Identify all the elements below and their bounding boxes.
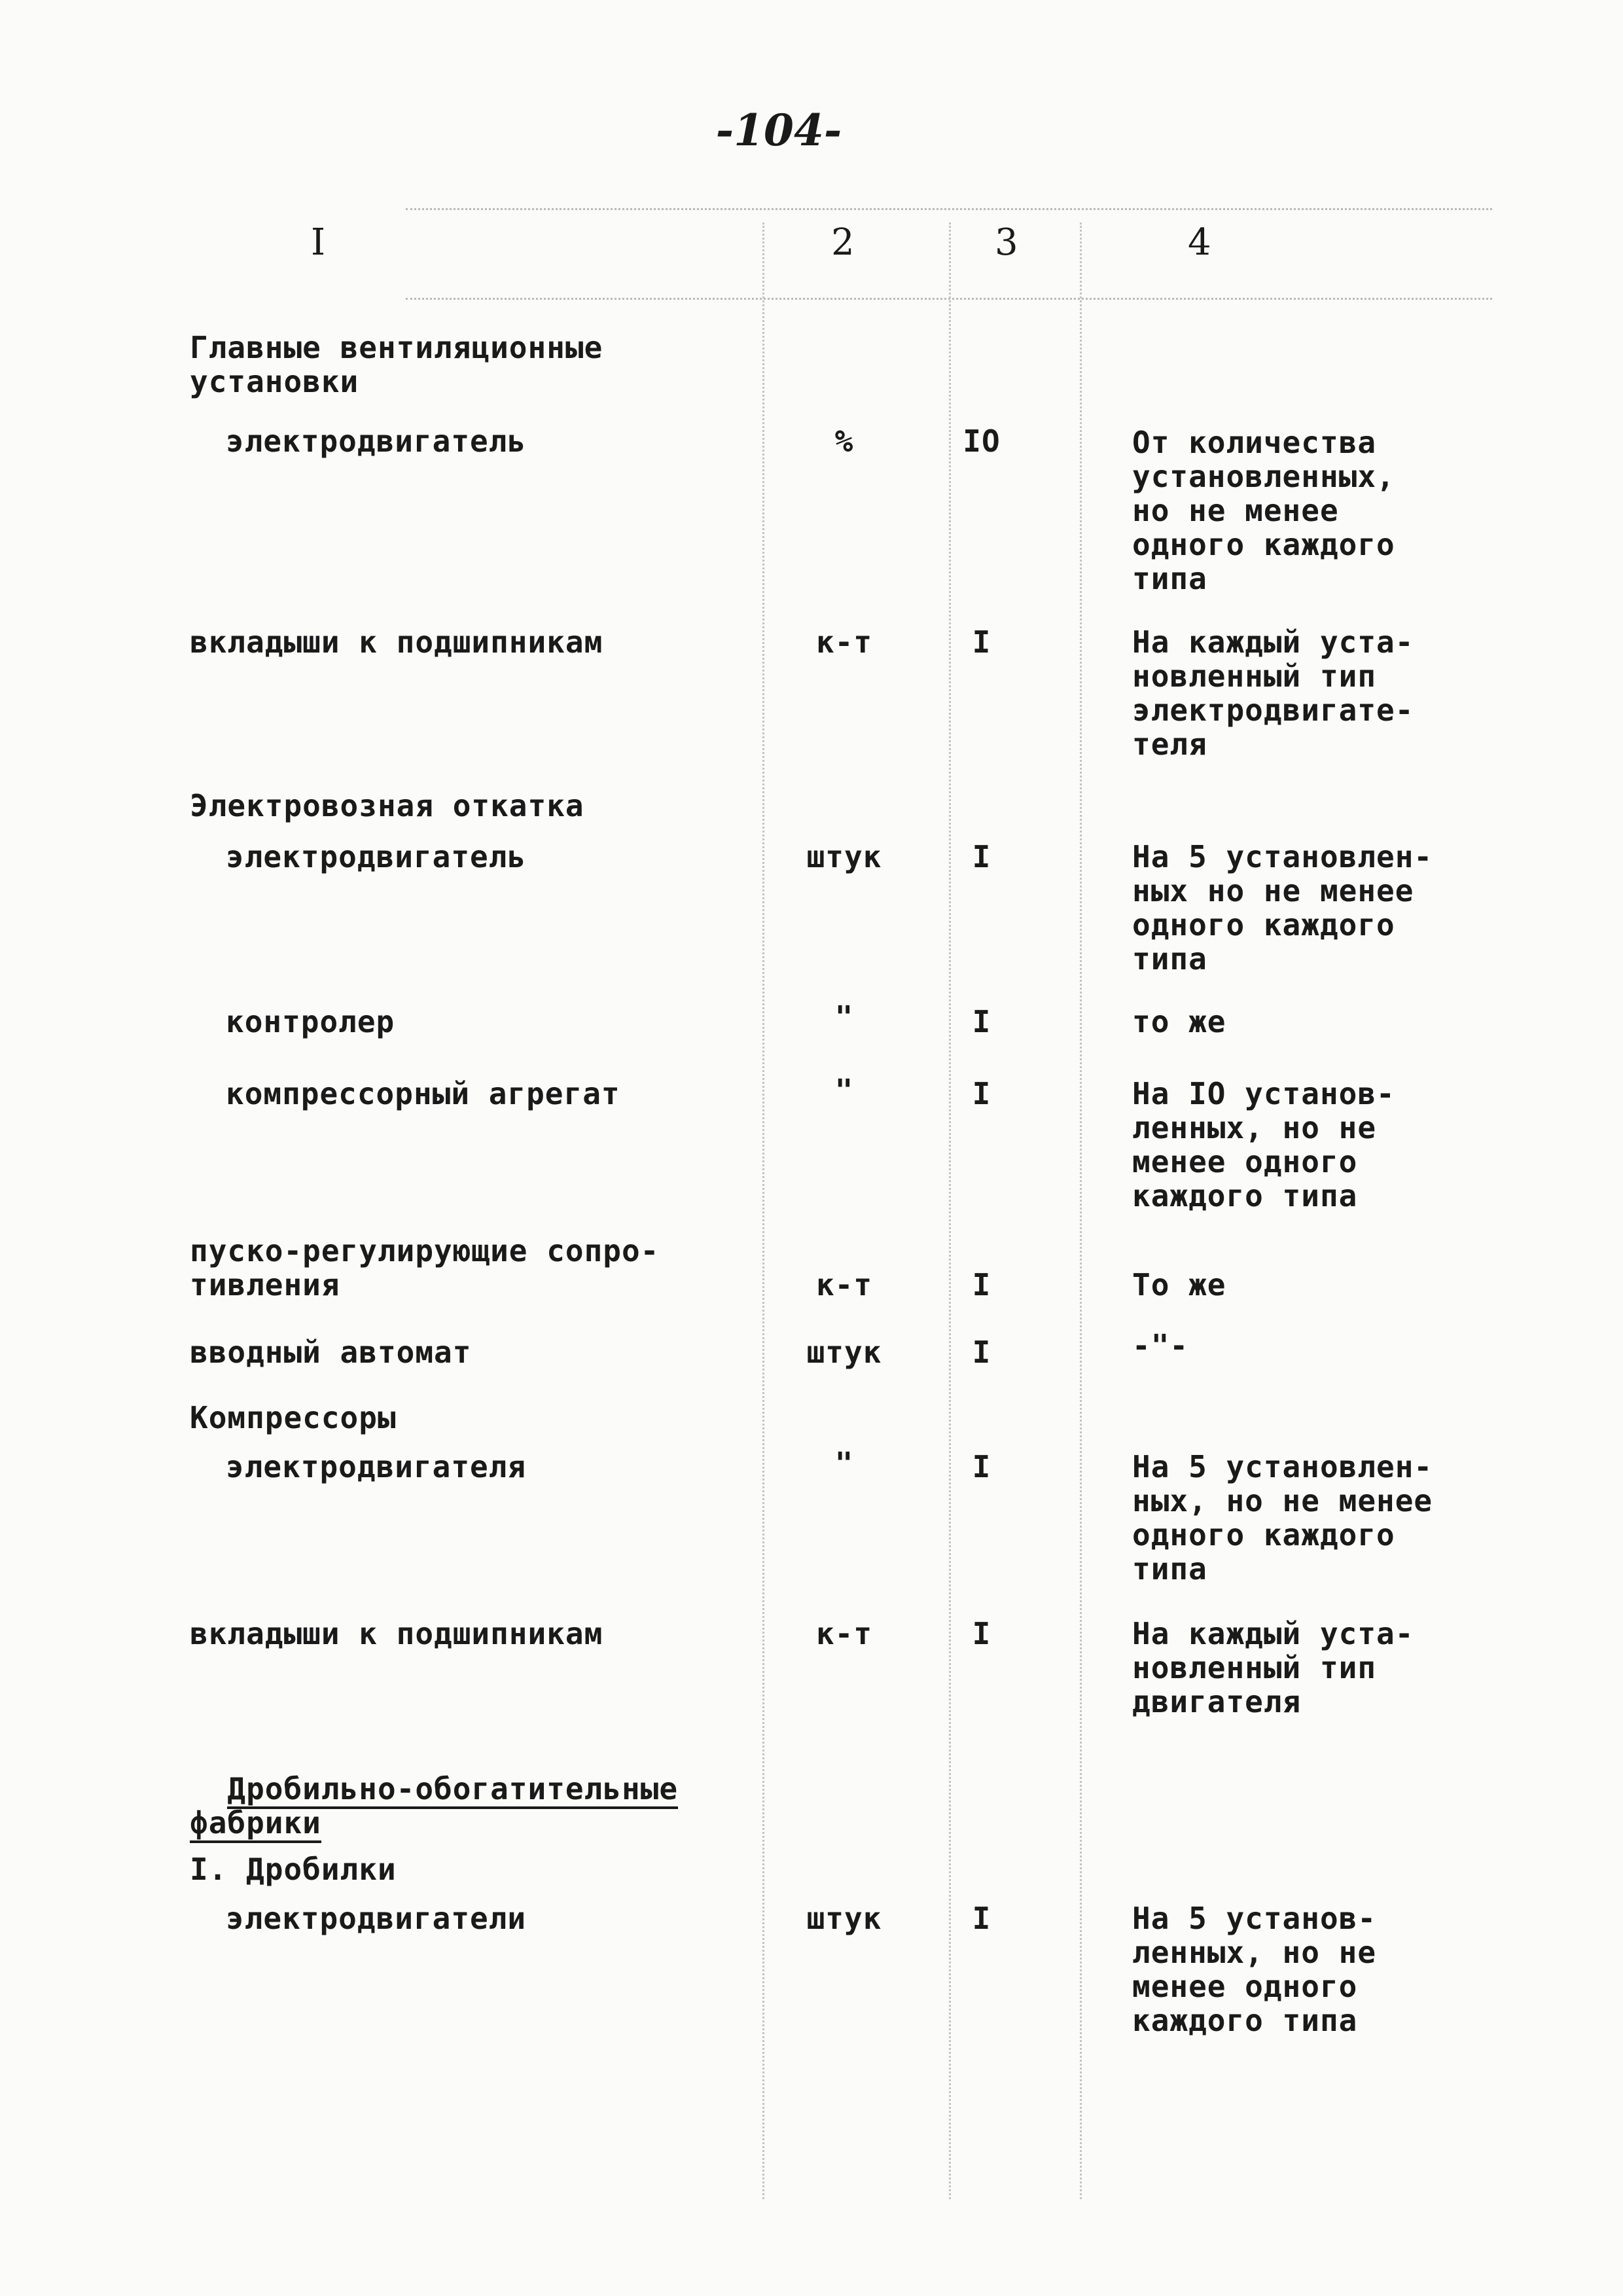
column-separator-1 <box>762 223 764 2199</box>
row-14-item: электродвигатели <box>226 1901 527 1936</box>
row-1-unit: % <box>834 423 854 459</box>
row-2-note: На каждый уста- новленный тип электродвигате- теля <box>1132 624 1414 762</box>
row-11-note: На каждый уста- новленный тип двигателя <box>1132 1616 1414 1719</box>
subsection-heading-crushers: I. Дробилки <box>190 1852 397 1887</box>
section-heading-electric-haulage: Электровозная откатка <box>190 788 584 823</box>
row-5-note: то же <box>1132 1004 1226 1039</box>
row-4-unit: штук <box>806 839 882 874</box>
row-11-item: вкладыши к подшипникам <box>190 1616 603 1651</box>
column-separator-3 <box>1080 223 1082 2199</box>
row-8-unit: штук <box>806 1335 882 1370</box>
row-5-unit: " <box>834 999 854 1035</box>
row-7-qty: I <box>972 1267 991 1302</box>
column-header-3: 3 <box>995 221 1018 264</box>
row-1-item: электродвигатель <box>226 423 527 459</box>
row-10-note: На 5 установлен- ных, но не менее одного каждого типа <box>1132 1449 1433 1587</box>
row-8-item: вводный автомат <box>190 1335 472 1370</box>
row-2-item: вкладыши к подшипникам <box>190 624 603 660</box>
section-heading-compressors: Компрессоры <box>190 1400 397 1435</box>
row-1-qty: IO <box>963 423 1001 459</box>
row-6-item: компрессорный агрегат <box>226 1076 620 1111</box>
row-2-qty: I <box>972 624 991 660</box>
row-4-item: электродвигатель <box>226 839 527 874</box>
section-heading-crushing-plants-text: Дробильно-обогатительные фабрики <box>190 1771 678 1843</box>
row-8-note: -"- <box>1132 1328 1189 1363</box>
row-8-qty: I <box>972 1335 991 1370</box>
row-7-unit: к-т <box>815 1267 873 1302</box>
section-heading-crushing-plants <box>190 1738 678 1840</box>
row-5-item: контролер <box>226 1004 395 1039</box>
header-top-rule <box>406 208 1492 210</box>
column-header-1: I <box>311 221 326 264</box>
row-6-qty: I <box>972 1076 991 1111</box>
row-14-note: На 5 установ- ленных, но не менее одного каждого типа <box>1132 1901 1377 2038</box>
row-14-qty: I <box>972 1901 991 1936</box>
page-number: -104- <box>715 105 842 156</box>
row-11-unit: к-т <box>815 1616 873 1651</box>
row-10-item: электродвигателя <box>226 1449 527 1484</box>
column-header-4: 4 <box>1188 221 1211 264</box>
row-2-unit: к-т <box>815 624 873 660</box>
row-14-unit: штук <box>806 1901 882 1936</box>
row-6-note: На IO установ- ленных, но не менее одного каждого типа <box>1132 1076 1395 1213</box>
row-1-note: От количества установленных, но не менее одного каждого типа <box>1132 425 1395 596</box>
row-7-note: То же <box>1132 1267 1226 1302</box>
row-7-item: пуско-регулирующие сопро- тивления <box>190 1233 660 1302</box>
row-11-qty: I <box>972 1616 991 1651</box>
row-10-unit: " <box>834 1446 854 1481</box>
row-5-qty: I <box>972 1004 991 1039</box>
row-4-note: На 5 установлен- ных но не менее одного каждого типа <box>1132 839 1433 977</box>
section-heading-ventilation: Главные вентиляционные установки <box>190 330 603 399</box>
row-6-unit: " <box>834 1073 854 1108</box>
row-4-qty: I <box>972 839 991 874</box>
column-header-2: 2 <box>831 221 855 264</box>
row-10-qty: I <box>972 1449 991 1484</box>
